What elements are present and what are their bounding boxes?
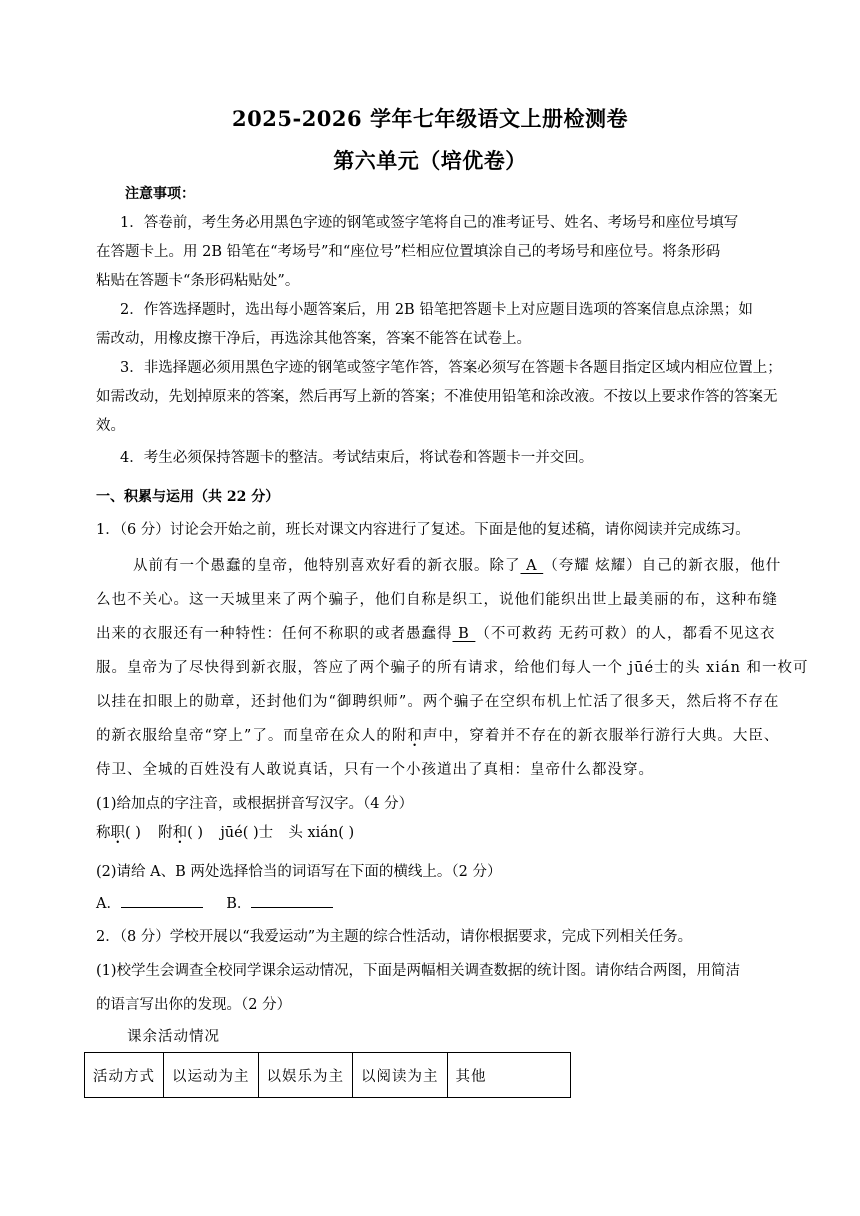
passage-text: （不可救药 无药可救）的人，都看不见这衣 bbox=[475, 626, 776, 642]
activity-table bbox=[84, 1052, 571, 1098]
pinyin-items-row bbox=[96, 823, 354, 843]
pinyin-item-d: 头 xián( ) bbox=[288, 825, 355, 841]
table-row bbox=[85, 1053, 571, 1098]
question-2-sub-1-line-1: (1)校学生会调查全校同学课余运动情况，下面是两幅相关调查数据的统计图。请你结合两图，用简洁 bbox=[96, 963, 741, 979]
answer-lines-row bbox=[96, 893, 333, 914]
answer-label-a: A． bbox=[96, 896, 121, 912]
passage-line-3 bbox=[96, 624, 775, 644]
exam-subtitle: 第六单元（培优卷） bbox=[333, 148, 527, 173]
section-1-heading: 一、积累与运用（共 22 分） bbox=[96, 489, 280, 505]
passage-line-6 bbox=[96, 726, 779, 746]
notice-item-2-line-2: 需改动，用橡皮擦干净后，再选涂其他答案，答案不能答在试卷上。 bbox=[96, 331, 531, 347]
passage-text: 职的或者愚蠢得 bbox=[344, 626, 453, 642]
passage-line-4: 服。皇帝为了尽快得到新衣服，答应了两个骗子的所有请求，给他们每人一个 jūé士的头 xián 和一枚可 bbox=[96, 660, 809, 676]
table-cell: 以运动为主 bbox=[164, 1053, 259, 1098]
passage-text: 从前有一个愚蠢的皇帝，他特别喜欢好看的新衣服。除了 bbox=[133, 558, 521, 574]
pinyin-item-b bbox=[158, 825, 203, 841]
dotted-char: 和 bbox=[407, 728, 423, 744]
dotted-char: 职 bbox=[110, 825, 125, 841]
table-caption: 课余活动情况 bbox=[127, 1029, 220, 1045]
notice-item-3-line-1: 3．非选择题必须用黑色字迹的钢笔或签字笔作答，答案必须写在答题卡各题目指定区域内相应位置上； bbox=[120, 360, 782, 376]
passage-text: （夸耀 炫耀）自己的新衣服，他什 bbox=[543, 558, 782, 574]
notice-item-1-line-2: 在答题卡上。用 2B 铅笔在“考场号”和“座位号”栏相应位置填涂自己的考场号和座位号。将条形码 bbox=[96, 244, 721, 260]
table-cell: 活动方式 bbox=[85, 1053, 164, 1098]
passage-line-2: 么也不关心。这一天城里来了两个骗子，他们自称是织工，说他们能织出世上最美丽的布，这种布缝 bbox=[96, 592, 778, 608]
passage-text: 声中，穿着并不存在的新衣服举行游行大典。大臣、 bbox=[422, 728, 780, 744]
notice-item-1-line-3: 粘贴在答题卡“条形码粘贴处”。 bbox=[96, 273, 300, 289]
question-1-sub-2: (2)请给 A、B 两处选择恰当的词语写在下面的横线上。（2 分） bbox=[96, 864, 502, 880]
table-cell: 以娱乐为主 bbox=[258, 1053, 353, 1098]
question-2-sub-1-line-2: 的语言写出你的发现。（2 分） bbox=[96, 997, 292, 1013]
notice-item-2-line-1: 2．作答选择题时，选出每小题答案后，用 2B 铅笔把答题卡上对应题目选项的答案信息点涂黑；如 bbox=[120, 302, 753, 318]
blank-mark-a: A bbox=[520, 558, 544, 574]
answer-blank-b[interactable] bbox=[251, 893, 333, 908]
table-cell: 以阅读为主 bbox=[353, 1053, 448, 1098]
question-1-stem: 1．（6 分）讨论会开始之前，班长对课文内容进行了复述。下面是他的复述稿，请你阅读并完成练习。 bbox=[96, 522, 750, 538]
question-2-stem: 2．（8 分）学校开展以“我爱运动”为主题的综合性活动，请你根据要求，完成下列相关任务。 bbox=[96, 929, 693, 945]
passage-text: 出来的衣服还有一种特性：任何不 bbox=[96, 626, 329, 642]
table-cell: 其他 bbox=[447, 1053, 570, 1098]
pinyin-item-c: jūé( )士 bbox=[220, 825, 274, 841]
item-text: 称 bbox=[96, 825, 111, 841]
exam-title: 2025-2026 学年七年级语文上册检测卷 bbox=[232, 106, 628, 131]
notice-item-3-line-2: 如需改动，先划掉原来的答案，然后再写上新的答案；不准使用铅笔和涂改液。不按以上要求作答的答案无 bbox=[96, 389, 778, 405]
notice-item-4-line-1: 4．考生必须保持答题卡的整洁。考试结束后，将试卷和答题卡一并交回。 bbox=[120, 450, 594, 466]
passage-line-1 bbox=[133, 556, 781, 576]
notice-item-1-line-1: 1．答卷前，考生务必用黑色字迹的钢笔或签字笔将自己的准考证号、姓名、考场号和座位号填写 bbox=[120, 215, 739, 231]
blank-mark-b: B bbox=[452, 626, 476, 642]
passage-line-7: 侍卫、全城的百姓没有人敢说真话，只有一个小孩道出了真相：皇帝什么都没穿。 bbox=[96, 762, 654, 778]
notice-item-3-line-3: 效。 bbox=[96, 418, 125, 434]
passage-text: 的新衣服给皇帝“穿上”了。而皇帝在众人的附 bbox=[96, 728, 408, 744]
answer-label-b: B． bbox=[226, 896, 252, 912]
item-text: 附 bbox=[158, 825, 173, 841]
passage-text: 称 bbox=[328, 626, 344, 642]
notice-heading: 注意事项： bbox=[125, 186, 195, 202]
answer-blank-a[interactable] bbox=[121, 893, 203, 908]
passage-line-5: 以挂在扣眼上的勋章，还封他们为“御聘织师”。两个骗子在空织布机上忙活了很多天，然后将不存在 bbox=[96, 694, 780, 710]
pinyin-item-a bbox=[96, 825, 141, 841]
answer-parens: ( ) bbox=[125, 825, 141, 841]
dotted-char: 和 bbox=[172, 825, 188, 841]
answer-parens: ( ) bbox=[187, 825, 204, 841]
question-1-sub-1: (1)给加点的字注音，或根据拼音写汉字。（4 分） bbox=[96, 796, 414, 812]
